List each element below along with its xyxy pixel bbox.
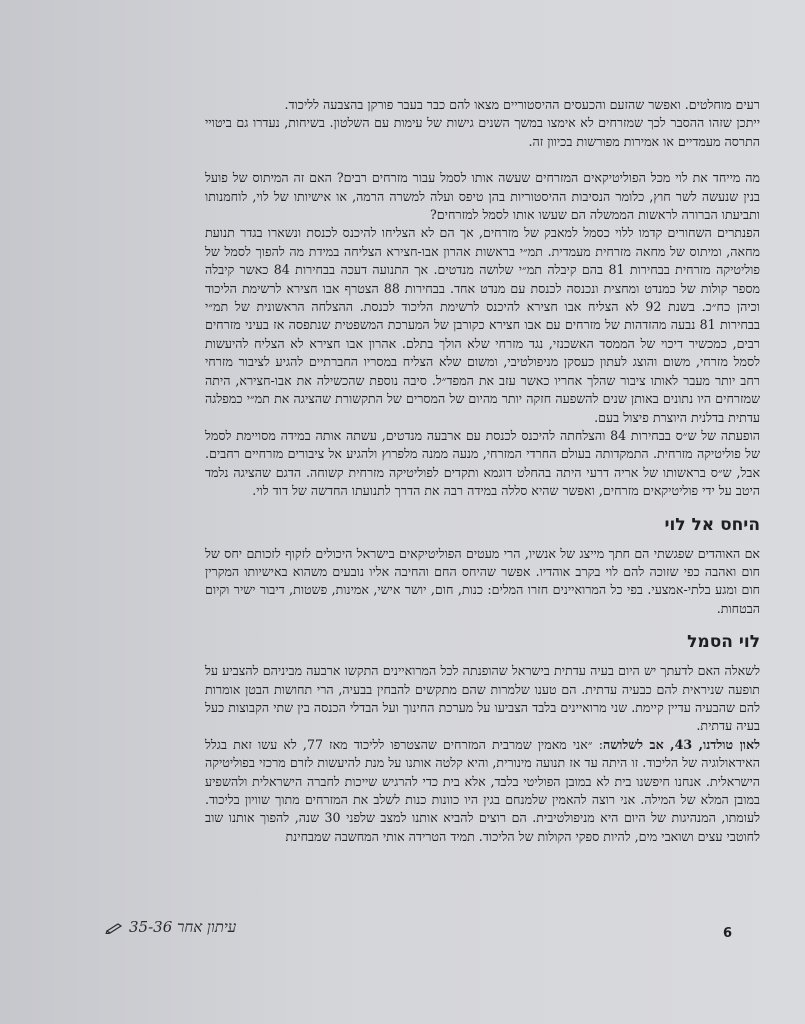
paragraph-main-3: הופעתה של ש״ס בבחירות 84 והצלחתה להיכנס לכנסת עם ארבעה מנדטים, עשתה אותה במידה מסויימת לסמל של פוליטיקה מזרחית. התמקדותה בעולם החרדי המזרחי, מנעה ממנה מלפרוץ ולהגיע אל ציבורים מזרחיים רחבים. אבל, ש״ס בראשותו של אריה דרעי היתה בהחלט דוגמא ותקדים לפוליטיקה מזרחית קשוחה. הדגם שהציגה נלמד היטב על ידי פוליטיקאים מזרחים, ואפשר שהיא סללה במידה רבה את הדרך לתנועתו החדשה של דוד לוי. [205,427,760,499]
page-number: 6 [723,926,733,941]
paragraph-intro-1: רעים מוחלטים. ואפשר שהזעם והכעסים ההיסטוריים מצאו להם כבר בעבר פורקן בהצבעה לליכוד. [284,97,760,112]
paragraph-quote [205,736,760,846]
quote-text: : ״אני מאמין שמרבית המזרחים שהצטרפו לליכוד מאז 77, לא עשו זאת בגלל האידאולוגיה של הליכוד. זו היתה עד אז תנועה מינורית, והיא קלטה אותנו על מנת להיעשות לזרם מרכזי בפוליטיקה הישראלית. אנחנו חיפשנו בית לא במובן הפוליטי בלבד, אלא בית כדי להרגיש שייכות לחברה הישראלית ולהשפיע במובן המלא של המילה. אני רוצה להאמין שלמנחם בגין היו כוונות כנות לשלב את המזרחים מתוך שוויון בליכוד. לעומתו, המנהיגות של היום היא מניפולטיבית. הם רוצים להביא אותנו למצב שלפני 30 שנה, להפוך אותנו שוב לחוטבי עצים ושואבי מים, להיות ספקי הקולות של הליכוד. תמיד הטרידה אותי המחשבה שמבחינת [205,736,761,844]
section-heading-relation: היחס אל לוי [664,514,760,535]
pencil-icon [105,922,123,934]
handwritten-note-text: עיתון אחר 35-36 [129,918,237,936]
article-body [205,96,760,846]
paragraph-relation: אם האוהדים שפגשתי הם חתך מייצג של אנשיו, הרי מעטים הפוליטיקאים בישראל היכולים לזקוף לזכותם יחס של חום ואהבה כפי שזוכה להם לוי בקרב אוהדיו. אפשר שהיחס החם והחיבה אליו נובעים משהוא באישיותו המקרין חום ומגע בלתי-אמצעי. בפי כל המרואיינים חזרו המלים: כנות, חום, יושר אישי, אמינות, פשטות, דיבור ישיר וקיום הבטחות. [205,545,760,616]
handwritten-note [105,918,236,937]
paragraph-main-2: הפנתרים השחורים קדמו ללוי כסמל למאבק של מזרחים, אך הם לא הצליחו להיכנס לכנסת ונשארו בגדר תנועת מחאה, ומיתוס של מחאה מזרחית מעמדית. תמ״י בראשות אהרון אבו-חצירא הצליחה במידת מה להפוך לסמל של פוליטיקה מזרחית בבחירות 81 בהם קיבלה תמ״י שלושה מנדטים. אך התנועה דעכה בבחירות 84 כאשר קיבלה מספר קולות של כמנדט ומחצית ונכנסה לכנסת עם מנדט אחד. בבחירות 88 הצטרף אבו חצירא לרשימת הליכוד וכיהן כח״כ. בשנת 92 לא הצליח אבו חצירא להיכנס לרשימת הליכוד לכנסת. ההצלחה הראשונית של תמ״י בבחירות 81 נבעה מהזדהות של מזרחים עם אבו חצירא כקורבן של המערכת המשפטית שנתפסה אז בעיני מזרחים רבים, כמכשיר דיכוי של הממסד האשכנזי, נגד מזרחי שלא הולך בתלם. אהרון אבו חצירא לא הצליח להיעשות לסמל מזרחי, משום והוצג לעתון כעסקן מניפולטיבי, ומשום שלא הצליח במסריו החברתיים להגיע לציבור מזרחי רחב יותר מעבר לאותו ציבור שהלך אחריו כאשר עזב את המפד״ל. סיבה נוספת שהכשילה את אבו-חצירא, היתה שמזרחים היו נתונים באותן שנים להשפעה חזקה יותר מהיום של המסרים של התקשורת שהציגה את תמ״י כמפלגה עדתית בדלנית היוצרת פיצול בעם. [205,225,760,425]
paragraph-main-1: מה מייחד את לוי מכל הפוליטיקאים המזרחים שעשה אותו לסמל עבור מזרחים רבים? האם זה המיתוס של פועל בנין שנעשה לשר חוץ, כלומר הנסיבות ההיסטוריות בהן טיפס ועלה למשרה הרמה, או אישיותו של לוי, לוחמנותו ותביעתו הברורה לראשות הממשלה הם שעשו אותו לסמל למזרחים? [205,170,760,223]
paragraph-symbol: לשאלה האם לדעתך יש היום בעיה עדתית בישראל שהופנתה לכל המרואיינים התקשו ארבעה מביניהם להצביע על תופעה שניראית להם כבעיה עדתית. הם טענו שלמרות שהם מתקשים להבחין בבעיה, הרי תחושות הבטן אומרות להם שהבעיה עדיין קיימת. שני מרואיינים בלבד הצביעו על מערכת החינוך ועל הבדלי הכנסה בין שתי הקבוצות כעל בעיה עדתית. [205,663,760,734]
interviewee-name: לאון טולדנו, 43, אב לשלושה [602,736,760,752]
paragraph-intro-2: ייתכן שזהו ההסבר לכך שמזרחים לא אימצו במשך השנים גישות של עימות עם השלטון. בשיחות, נעדרו גם ביטויי התרסה מעמדיים או אמירות מפורשות בכיוון זה. [205,115,760,149]
paragraph-gap [205,151,760,169]
section-heading-symbol: לוי הסמל [687,632,760,653]
